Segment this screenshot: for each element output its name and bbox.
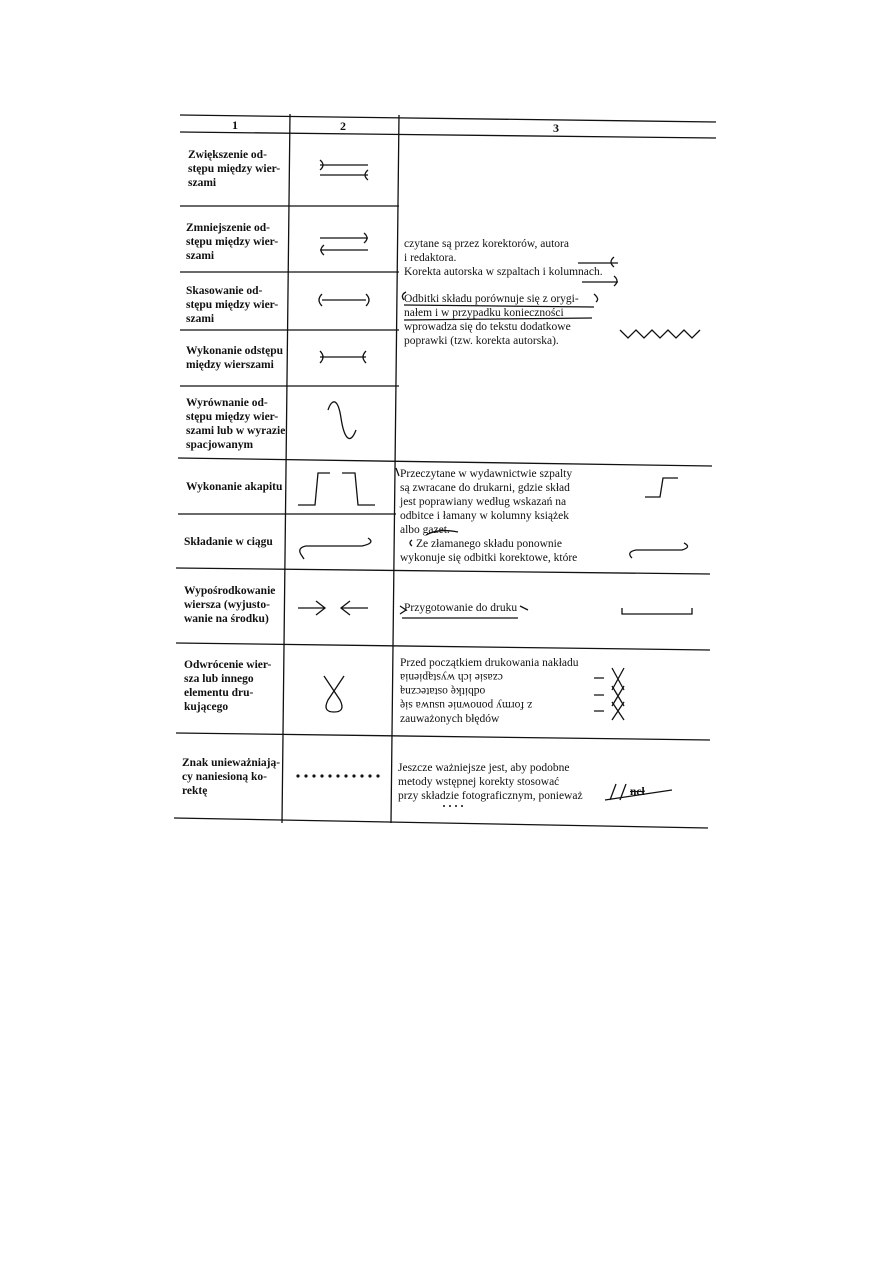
row-name-paragraph: Wykonanie akapitu [186, 481, 283, 493]
run-in-symbol [300, 538, 371, 559]
reverse-symbol [324, 676, 344, 712]
example-line: Jeszcze ważniejsze jest, aby podobne [398, 762, 570, 774]
column-header-1: 1 [232, 118, 238, 132]
row-name-run-in: Składanie w ciągu [184, 536, 273, 548]
paragraph-symbol [298, 473, 375, 505]
row-name-reverse: Odwrócenie wier- sza lub innego elementu dru- kującego [184, 659, 272, 713]
example-line: Odbitki składu porównuje się z orygi- [404, 293, 579, 305]
example-line: odbitce i łamany w kolumny książek [400, 510, 569, 522]
example-line-reversed: odbitkę ostateczną [400, 685, 486, 697]
row-name-remove: Skasowanie od- stępu między wier- szami [186, 285, 279, 325]
example-line: przy składzie fotograficznym, ponieważ [398, 790, 583, 802]
row-name-add: Wykonanie odstępu między wierszami [186, 345, 284, 371]
cancel-dots-symbol [296, 774, 379, 777]
margin-mark-text: ncł [630, 786, 645, 798]
center-symbol [298, 601, 368, 615]
example-line-reversed: czasie ich wystąpienia [400, 671, 503, 683]
increase-spacing-symbol [320, 160, 368, 180]
column-header-2: 2 [340, 119, 346, 133]
row-name-equalize: Wyrównanie od- stępu między wier- szami lub w wyrazie spacjowanym [186, 397, 286, 451]
example-line: zauważonych błędów [400, 713, 500, 725]
row-name-decrease: Zmniejszenie od- stępu między wier- szami [186, 222, 279, 262]
example-line: Ze złamanego składu ponownie [416, 538, 562, 550]
example-line: wykonuje się odbitki korektowe, które [400, 552, 578, 564]
example-line: metody wstępnej korekty stosować [398, 776, 560, 788]
example-line-reversed: z formy ponownie usuwa się [400, 699, 533, 711]
example-line: jest poprawiany według wskazań na [400, 496, 567, 508]
example-line: wprowadza się do tekstu dodatkowe [404, 321, 571, 333]
decrease-spacing-symbol [320, 233, 368, 255]
example-line: nałem i w przypadku konieczności [404, 307, 564, 319]
example-line: Korekta autorska w szpaltach i kolumnach. [404, 266, 603, 278]
example-line: albo gazet. [400, 524, 450, 536]
example-line: i redaktora. [404, 252, 457, 264]
example-line: czytane są przez korektorów, autora [404, 238, 569, 250]
equalize-spacing-symbol [328, 402, 356, 439]
example-line: Przed początkiem drukowania nakładu [400, 657, 579, 669]
example-line: są zwracane do drukarni, gdzie skład [400, 482, 570, 494]
example-line: Przeczytane w wydawnictwie szpalty [400, 468, 573, 480]
example-line: poprawki (tzw. korekta autorska). [404, 335, 559, 347]
row-name-center: Wypośrodkowanie wiersza (wyjusto- wanie na środku) [184, 585, 276, 625]
row-name-cancel: Znak unieważniają- cy naniesioną ko- rektę [182, 757, 281, 797]
column-header-3: 3 [553, 121, 559, 135]
row-name-increase: Zwiększenie od- stępu między wier- szami [188, 149, 281, 189]
add-spacing-symbol [320, 351, 366, 363]
cancel-dots-small [443, 805, 463, 807]
remove-spacing-symbol [319, 294, 369, 306]
example-block-3: Przygotowanie do druku [404, 602, 518, 614]
